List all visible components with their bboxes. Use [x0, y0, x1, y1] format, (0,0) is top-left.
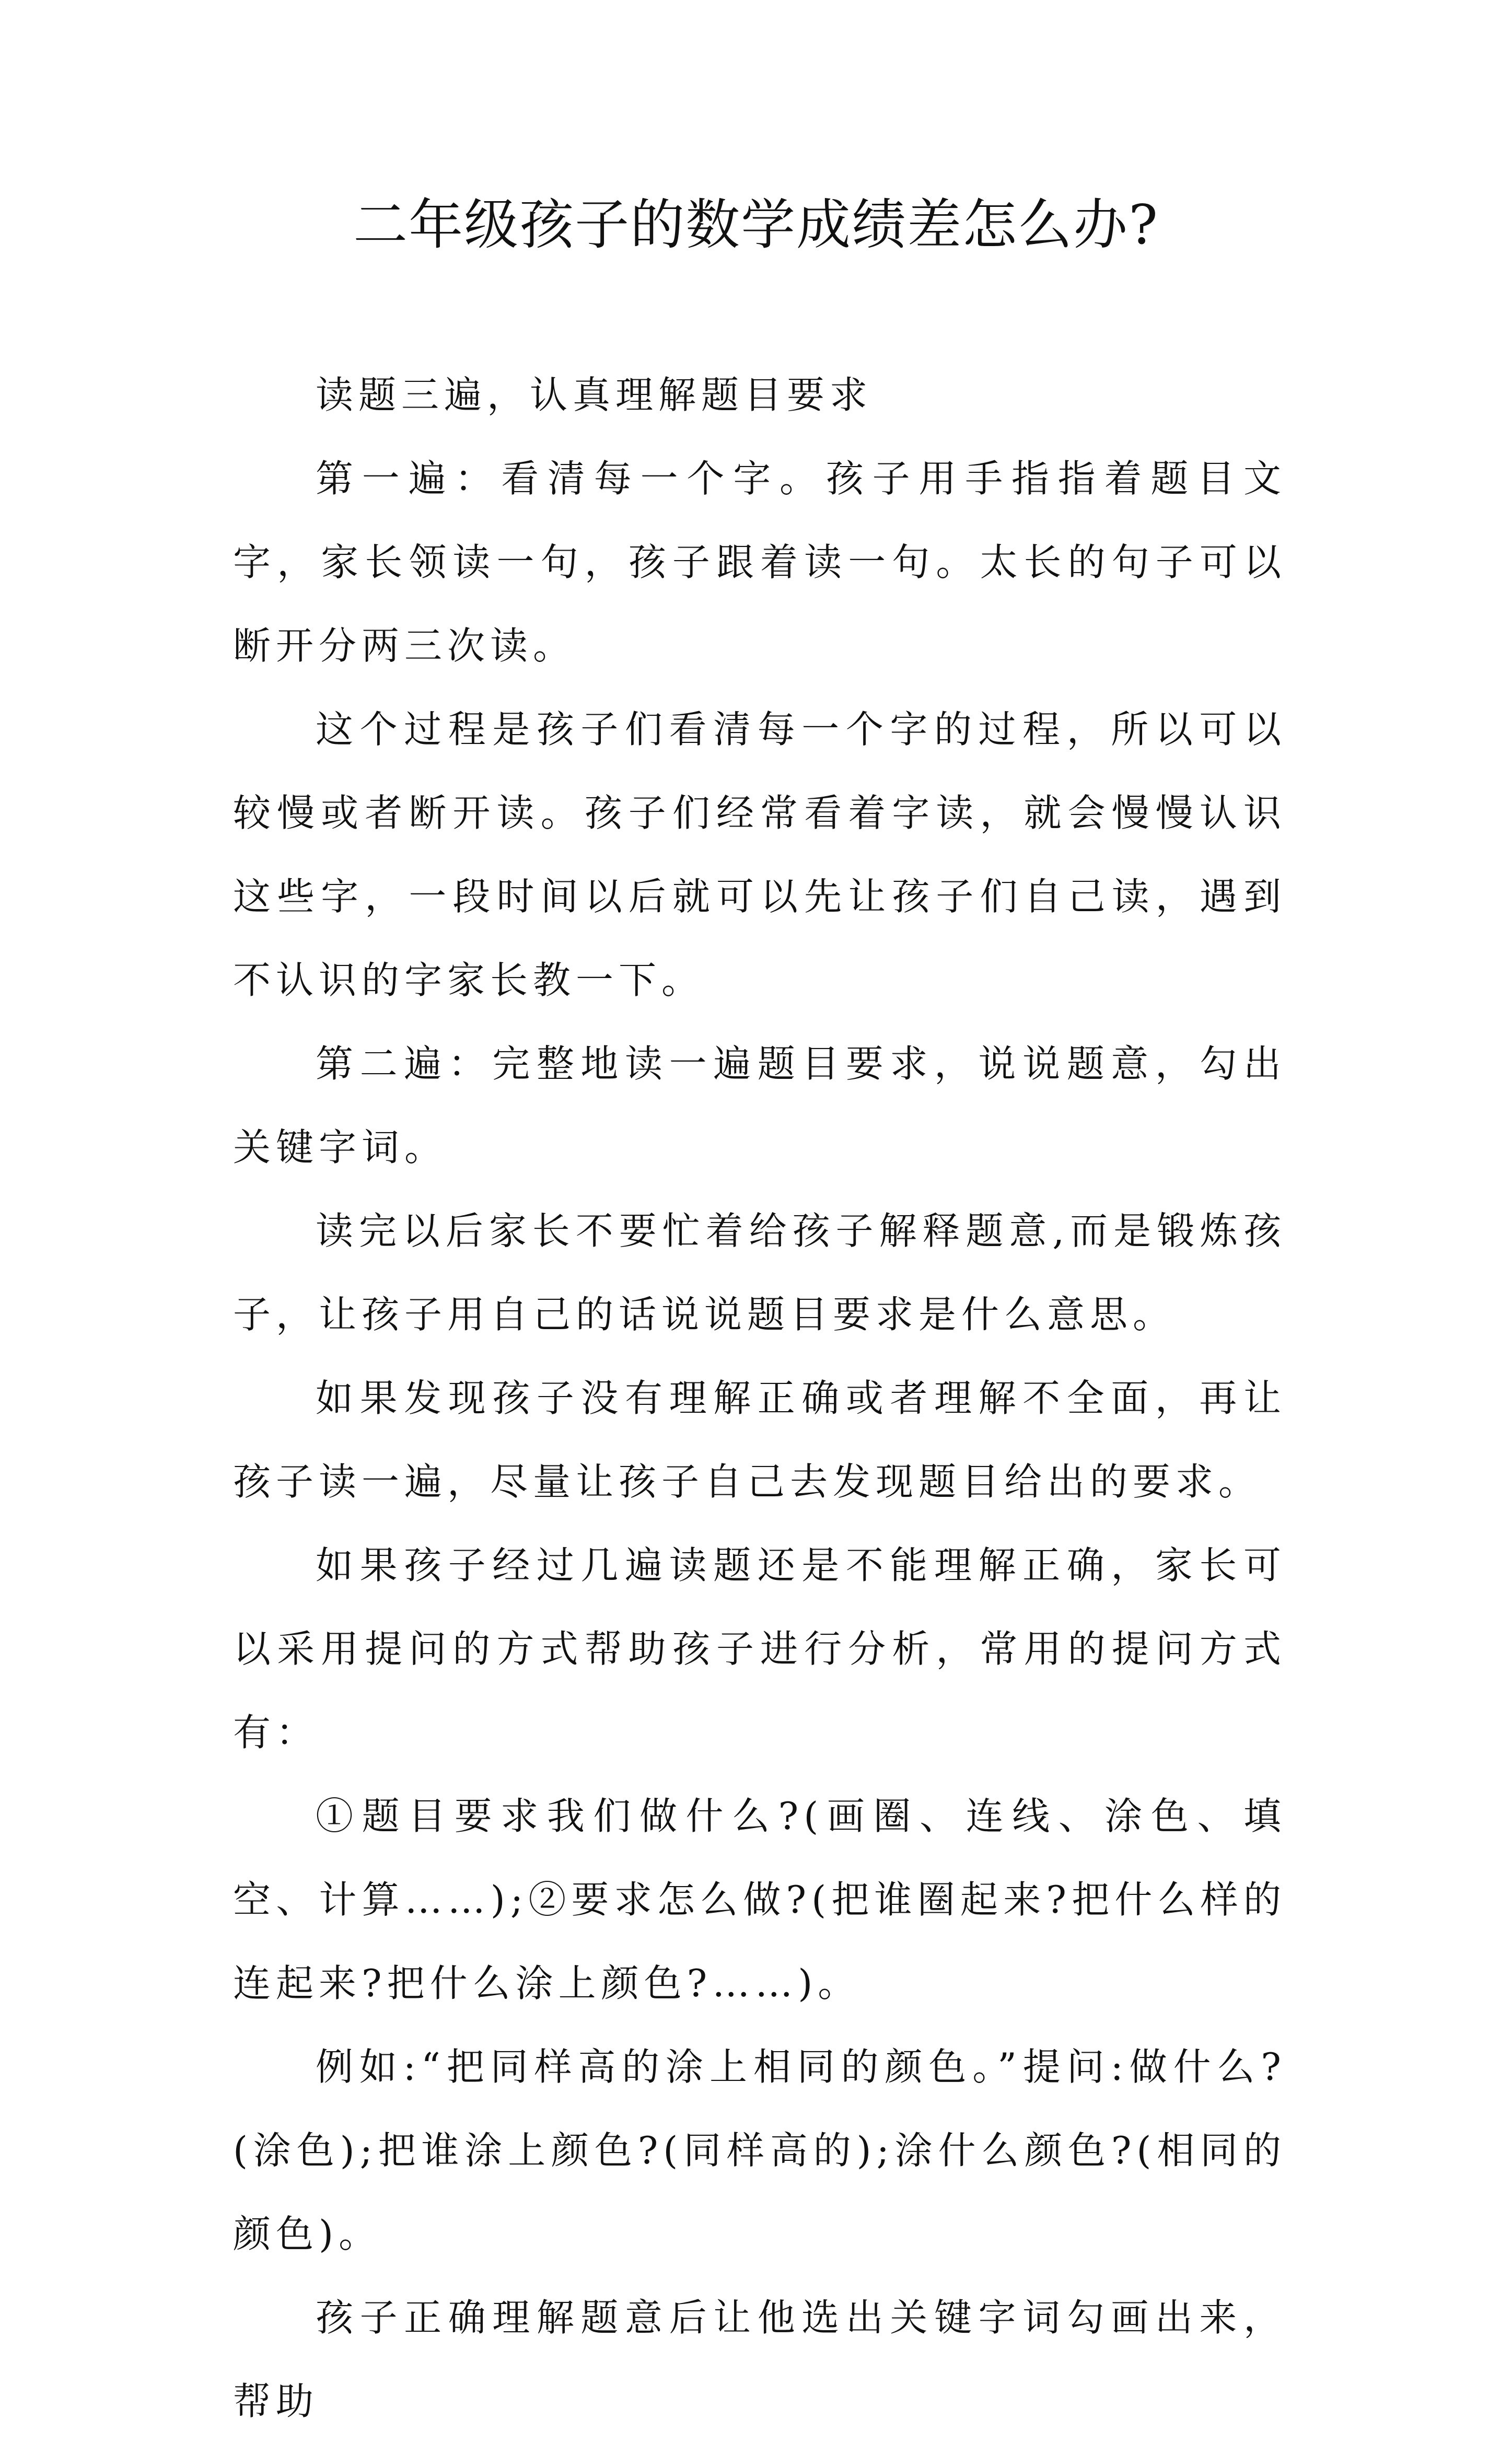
- paragraph: 如果孩子经过几遍读题还是不能理解正确，家长可以采用提问的方式帮助孩子进行分析，常用的提问方式有：: [233, 1543, 1286, 1754]
- paragraph: 孩子正确理解题意后让他选出关键字词勾画出来，帮助: [233, 2296, 1286, 2423]
- paragraph: 这个过程是孩子们看清每一个字的过程，所以可以较慢或者断开读。孩子们经常看着字读，就会慢慢认识这些字，一段时间以后就可以先让孩子们自己读，遇到不认识的字家长教一下。: [233, 707, 1286, 1002]
- paragraph: 例如:“把同样高的涂上相同的颜色。”提问:做什么?(涂色);把谁涂上颜色?(同样高的);涂什么颜色?(相同的颜色)。: [233, 2045, 1286, 2256]
- paragraph: 第二遍：完整地读一遍题目要求，说说题意，勾出关键字词。: [233, 1042, 1286, 1169]
- paragraph-heading: 读题三遍，认真理解题目要求: [316, 373, 873, 417]
- document-title: 二年级孩子的数学成绩差怎么办?: [353, 193, 1159, 257]
- document-body: [233, 353, 1286, 2443]
- paragraph: 读完以后家长不要忙着给孩子解释题意,而是锻炼孩子，让孩子用自己的话说说题目要求是什么意思。: [233, 1209, 1286, 1336]
- paragraph: 第一遍：看清每一个字。孩子用手指指着题目文字，家长领读一句，孩子跟着读一句。太长的句子可以断开分两三次读。: [233, 457, 1286, 668]
- paragraph: ①题目要求我们做什么?(画圈、连线、涂色、填空、计算……);②要求怎么做?(把谁圈起来?把什么样的连起来?把什么涂上颜色?……)。: [233, 1794, 1286, 2005]
- paragraph: 如果发现孩子没有理解正确或者理解不全面，再让孩子读一遍，尽量让孩子自己去发现题目给出的要求。: [233, 1376, 1286, 1504]
